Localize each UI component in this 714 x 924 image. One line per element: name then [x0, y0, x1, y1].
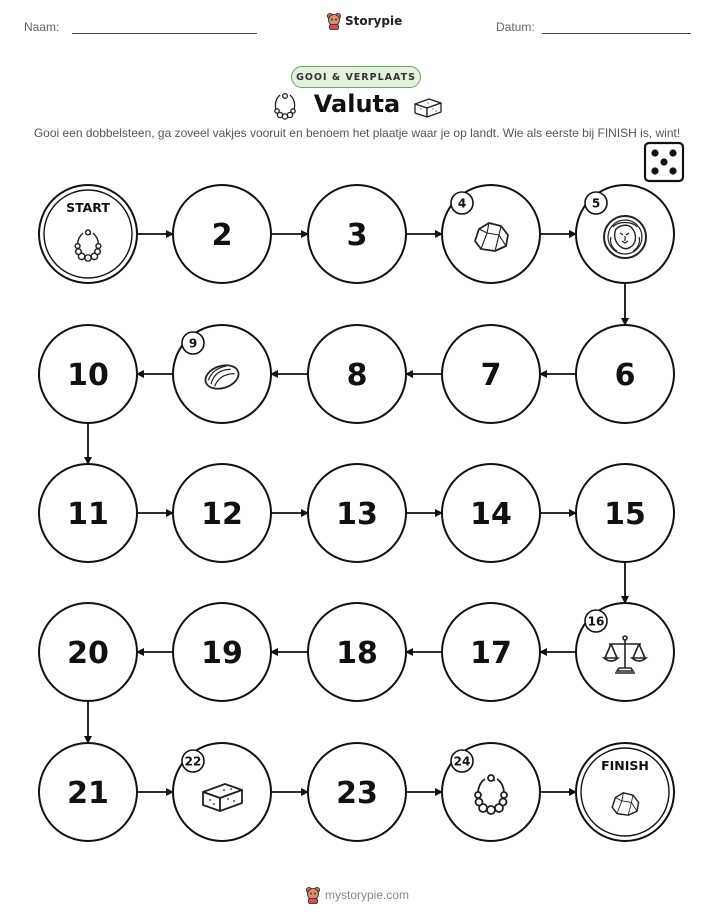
space-number: 23	[336, 776, 378, 811]
board-space[interactable]	[173, 603, 271, 701]
board-space[interactable]	[576, 743, 674, 841]
space-number: 7	[480, 358, 502, 393]
board-space[interactable]	[576, 325, 674, 423]
mascot-icon	[305, 886, 321, 904]
board-space[interactable]	[576, 185, 674, 283]
space-number: 10	[67, 358, 109, 393]
board-space[interactable]	[39, 464, 137, 562]
name-label: Naam:	[24, 20, 60, 34]
space-number: 24	[453, 754, 471, 769]
space-number: 12	[201, 497, 243, 532]
space-number: 9	[188, 336, 198, 351]
board-space[interactable]	[173, 743, 271, 841]
board-space[interactable]	[576, 464, 674, 562]
space-number: 17	[470, 636, 512, 671]
board-space[interactable]	[39, 603, 137, 701]
space-number: 14	[470, 497, 512, 532]
board-space[interactable]	[442, 464, 540, 562]
board-space[interactable]	[442, 325, 540, 423]
space-number: 4	[457, 196, 467, 211]
brand-name: Storypie	[345, 14, 403, 28]
instructions: Gooi een dobbelsteen, ga zoveel vakjes vooruit en benoem het plaatje waar je op landt. Wie als eerste bij FINISH is, wint!	[33, 126, 681, 140]
board-space[interactable]	[308, 603, 406, 701]
board-space[interactable]	[39, 325, 137, 423]
finish-label: FINISH	[601, 758, 649, 773]
start-label: START	[66, 200, 110, 215]
space-number: 5	[591, 196, 601, 211]
board-space[interactable]	[442, 743, 540, 841]
board-space[interactable]	[39, 743, 137, 841]
space-number: 15	[604, 497, 646, 532]
board-space[interactable]	[308, 325, 406, 423]
space-number: 20	[67, 636, 109, 671]
board-space[interactable]	[173, 464, 271, 562]
space-number: 8	[346, 358, 368, 393]
space-number: 22	[184, 754, 202, 769]
board-space[interactable]	[308, 464, 406, 562]
board-space[interactable]	[308, 185, 406, 283]
space-number: 21	[67, 776, 109, 811]
space-number: 3	[346, 218, 368, 253]
footer-site: mystorypie.com	[324, 888, 410, 902]
lion-coin-icon	[604, 216, 646, 258]
board-space[interactable]	[442, 603, 540, 701]
activity-badge: GOOI & VERPLAATS	[291, 66, 421, 88]
board-space[interactable]	[173, 185, 271, 283]
space-number: 11	[67, 497, 109, 532]
space-number: 18	[336, 636, 378, 671]
board-space[interactable]	[442, 185, 540, 283]
space-number: 6	[614, 358, 636, 393]
space-number: 16	[587, 614, 605, 629]
date-label: Datum:	[496, 20, 535, 34]
space-number: 13	[336, 497, 378, 532]
board-space[interactable]	[308, 743, 406, 841]
footer	[0, 886, 714, 904]
board-space[interactable]	[173, 325, 271, 423]
space-number: 19	[201, 636, 243, 671]
space-number: 2	[211, 218, 233, 253]
board-space[interactable]	[39, 185, 137, 283]
page-title: Valuta	[313, 90, 401, 118]
board-space[interactable]	[576, 603, 674, 701]
